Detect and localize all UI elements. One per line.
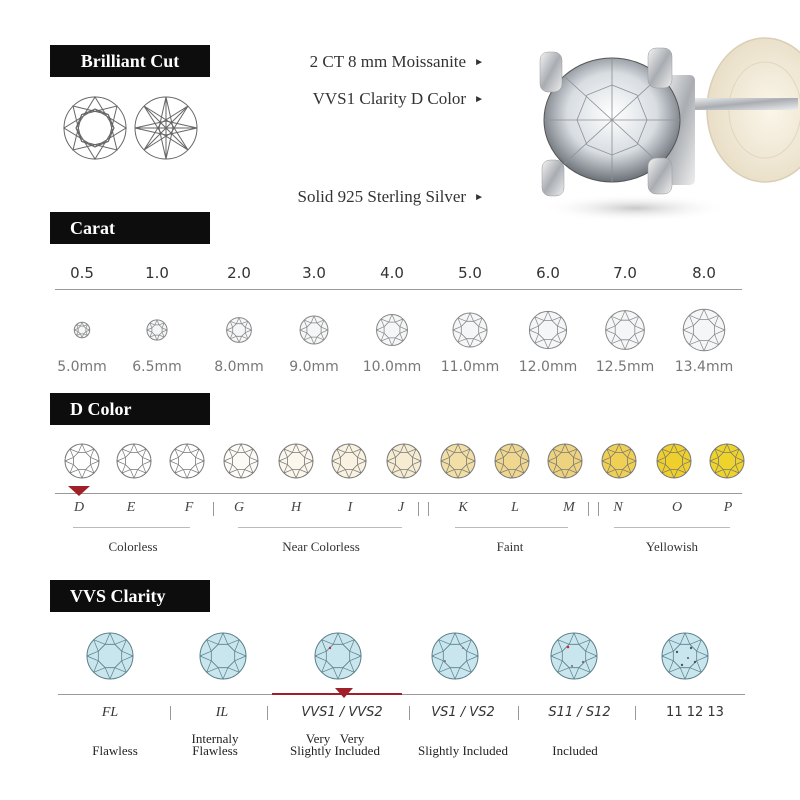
color-grade: K <box>458 500 468 515</box>
brilliant-cut-pavilion-icon <box>133 95 199 161</box>
carat-stones <box>45 300 755 356</box>
clarity-tick <box>267 706 268 720</box>
color-stone-icon <box>279 444 313 478</box>
color-grade: G <box>233 500 245 515</box>
color-stone-icon <box>65 444 99 478</box>
carat-stone-icon <box>683 309 725 351</box>
color-stone-icon <box>170 444 204 478</box>
carat-size: 13.4mm <box>674 359 734 375</box>
clarity-stones <box>55 628 755 684</box>
color-grade: N <box>613 500 623 515</box>
clarity-stone-icon <box>87 633 133 679</box>
carat-size: 9.0mm <box>289 359 339 375</box>
color-tick <box>418 502 419 516</box>
clarity-stone-icon <box>662 633 708 679</box>
section-label-clarity: VVS Clarity <box>50 580 210 612</box>
color-stone-icon <box>441 444 475 478</box>
color-grade: L <box>511 500 519 515</box>
section-label-carat: Carat <box>50 212 210 244</box>
color-grade: I <box>347 500 353 515</box>
color-stone-icon <box>657 444 691 478</box>
color-group-label: Faint <box>496 539 524 554</box>
color-group-bracket <box>614 527 730 528</box>
color-stone-icon <box>548 444 582 478</box>
color-group-bracket <box>73 527 190 528</box>
carat-value: 7.0 <box>613 264 637 282</box>
color-grade: H <box>290 500 302 515</box>
color-stone-icon <box>117 444 151 478</box>
carat-value: 8.0 <box>692 264 716 282</box>
clarity-grade: S11 / S12 <box>548 705 611 720</box>
color-grade: E <box>126 500 136 515</box>
clarity-grade: 11 12 13 <box>666 705 724 720</box>
carat-values-row <box>45 264 745 284</box>
carat-stone-icon <box>227 318 252 343</box>
clarity-grade: IL <box>215 705 229 720</box>
color-stone-icon <box>332 444 366 478</box>
clarity-tick <box>170 706 171 720</box>
color-grade: O <box>671 500 683 515</box>
carat-value: 4.0 <box>380 264 404 282</box>
color-tick <box>213 502 214 516</box>
carat-value: 2.0 <box>227 264 251 282</box>
feature-clarity-color: VVS1 Clarity D Color ► <box>312 89 484 108</box>
carat-stone-icon <box>147 320 167 340</box>
color-group-label: Near Colorless <box>282 539 360 554</box>
color-group-label: Colorless <box>108 539 158 554</box>
color-grade: D <box>73 500 85 515</box>
color-tick <box>598 502 599 516</box>
carat-sizes-row <box>45 359 745 379</box>
clarity-tick <box>635 706 636 720</box>
color-grade: P <box>723 500 733 515</box>
color-stone-icon <box>224 444 258 478</box>
clarity-stone-icon <box>551 633 597 679</box>
clarity-name: Flawless <box>192 743 238 758</box>
carat-stone-icon <box>529 311 566 348</box>
brilliant-cut-crown-icon <box>62 95 128 161</box>
carat-stone-icon <box>377 315 408 346</box>
color-tick <box>588 502 589 516</box>
earring-product-image <box>530 30 800 230</box>
clarity-tick <box>409 706 410 720</box>
clarity-stone-icon <box>200 633 246 679</box>
color-group-label: Yellowish <box>645 539 699 554</box>
clarity-stone-icon <box>432 633 478 679</box>
carat-divider <box>55 289 742 290</box>
clarity-name: Included <box>552 743 598 758</box>
clarity-grade: FL <box>101 705 119 720</box>
carat-size: 11.0mm <box>440 359 500 375</box>
carat-value: 0.5 <box>70 264 94 282</box>
carat-size: 12.0mm <box>518 359 578 375</box>
color-scale-line <box>55 493 742 494</box>
carat-size: 6.5mm <box>132 359 182 375</box>
clarity-name: Internaly <box>191 731 239 746</box>
carat-size: 10.0mm <box>362 359 422 375</box>
carat-value: 3.0 <box>302 264 326 282</box>
section-label-color: D Color <box>50 393 210 425</box>
clarity-marker-icon <box>335 688 353 699</box>
color-stones <box>55 440 755 484</box>
clarity-name: Slightly Included <box>418 743 508 758</box>
carat-stone-icon <box>453 313 487 347</box>
feature-metal: Solid 925 Sterling Silver ► <box>297 187 484 206</box>
color-grade: J <box>397 500 405 515</box>
color-grade: M <box>563 500 575 515</box>
color-tick <box>428 502 429 516</box>
carat-stone-icon <box>606 311 645 350</box>
carat-value: 6.0 <box>536 264 560 282</box>
color-stone-icon <box>387 444 421 478</box>
feature-stone: 2 CT 8 mm Moissanite ► <box>309 52 484 71</box>
carat-size: 8.0mm <box>214 359 264 375</box>
clarity-grade: VVS1 / VVS2 <box>301 705 383 720</box>
color-stone-icon <box>495 444 529 478</box>
color-stone-icon <box>602 444 636 478</box>
clarity-grade: VS1 / VS2 <box>431 705 495 720</box>
clarity-stone-icon <box>315 633 361 679</box>
color-group-bracket <box>238 527 402 528</box>
color-grade: F <box>184 500 194 515</box>
carat-size: 12.5mm <box>595 359 655 375</box>
color-group-bracket <box>455 527 568 528</box>
color-marker-icon <box>68 486 90 498</box>
clarity-name: Slightly Included <box>290 743 380 758</box>
carat-stone-icon <box>300 316 328 344</box>
color-stone-icon <box>710 444 744 478</box>
clarity-tick <box>518 706 519 720</box>
clarity-name: Flawless <box>92 743 138 758</box>
carat-value: 5.0 <box>458 264 482 282</box>
carat-size: 5.0mm <box>57 359 107 375</box>
carat-stone-icon <box>74 322 90 338</box>
carat-value: 1.0 <box>145 264 169 282</box>
clarity-name: Very Very <box>305 731 365 746</box>
section-label-cut: Brilliant Cut <box>50 45 210 77</box>
